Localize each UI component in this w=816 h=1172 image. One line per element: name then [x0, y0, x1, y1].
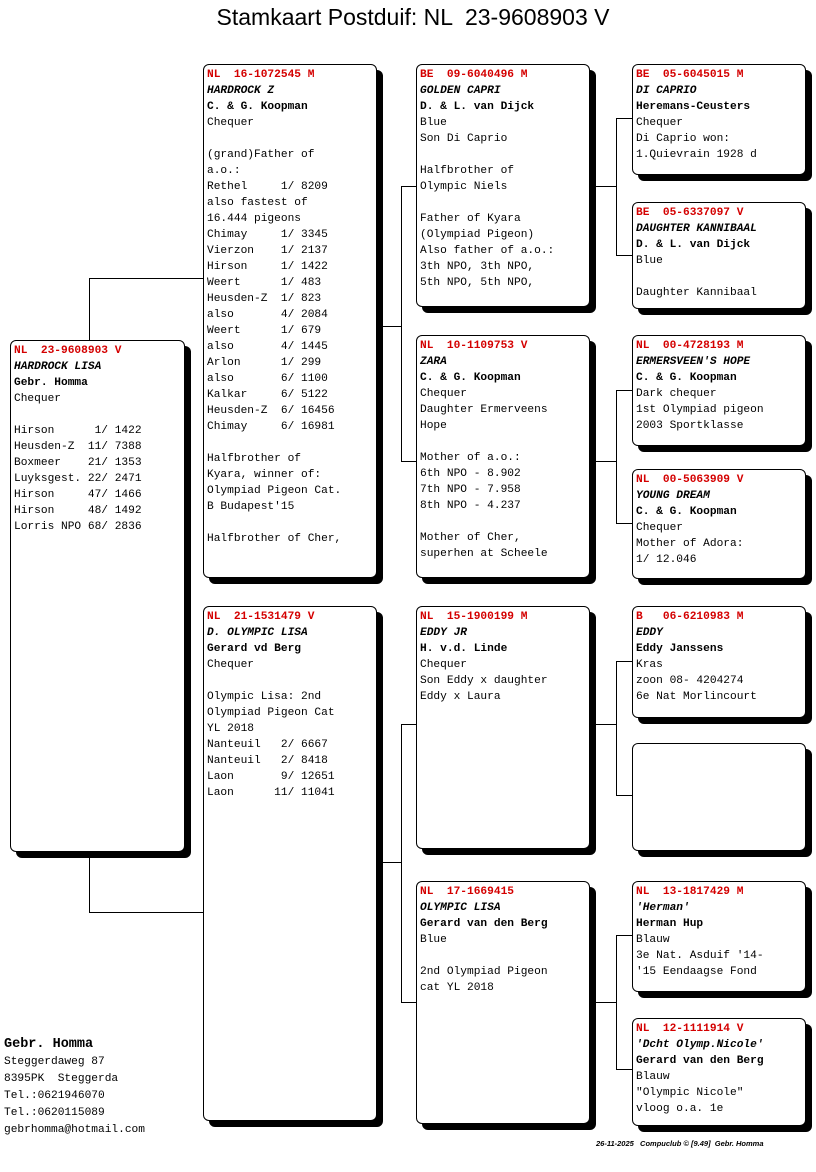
connector [616, 523, 633, 524]
connector [382, 862, 401, 863]
pigeon-color: Chequer [420, 388, 467, 400]
info-line: Hirson 1/ 1422 [207, 261, 328, 273]
info-line: Son Di Caprio [420, 133, 508, 145]
pigeon-color: Kras [636, 659, 663, 671]
info-line [420, 195, 589, 211]
connector [616, 935, 633, 936]
info-line: Heusden-Z 11/ 7388 [14, 441, 142, 453]
info-line: Olympiad Pigeon Cat. [207, 485, 342, 497]
breeder-address: Steggerdaweg 87 [4, 1056, 105, 1068]
info-line: Eddy x Laura [420, 691, 501, 703]
pigeon-card-fmm [632, 469, 806, 579]
pigeon-card-mff [632, 606, 806, 718]
info-line: Olympiad Pigeon Cat [207, 707, 335, 719]
pigeon-name: HARDROCK Z [207, 85, 275, 97]
info-line: Daughter Kannibaal [636, 287, 757, 299]
pigeon-card-fm [416, 335, 590, 578]
breeder-phone-2: Tel.:0620115089 [4, 1107, 105, 1119]
connector [89, 278, 90, 340]
info-line: vloog o.a. 1e [636, 1103, 724, 1115]
info-line: Halfbrother of [207, 453, 301, 465]
info-line: Hirson 48/ 1492 [14, 505, 142, 517]
info-line: 1/ 12.046 [636, 554, 697, 566]
owner-name: Heremans-Ceusters [636, 101, 751, 113]
info-line [14, 407, 184, 423]
owner-name: Gebr. Homma [14, 377, 88, 389]
owner-name: D. & L. van Dijck [636, 239, 751, 251]
info-line: Mother of a.o.: [420, 452, 521, 464]
info-line: Nanteuil 2/ 6667 [207, 739, 328, 751]
pigeon-name: GOLDEN CAPRI [420, 85, 501, 97]
connector [89, 912, 204, 913]
info-line: Halfbrother of Cher, [207, 533, 342, 545]
info-line: '15 Eendaagse Fond [636, 966, 757, 978]
pigeon-color: Blauw [636, 934, 670, 946]
info-line: cat YL 2018 [420, 982, 494, 994]
info-line: 5th NPO, 5th NPO, [420, 277, 535, 289]
owner-name: H. v.d. Linde [420, 643, 508, 655]
pigeon-card-fmf [632, 335, 806, 446]
connector [595, 724, 616, 725]
pigeon-color: Blauw [636, 1071, 670, 1083]
connector [595, 1002, 616, 1003]
ring-number: NL 00-5063909 V [636, 474, 744, 486]
pigeon-color: Blue [420, 117, 447, 129]
connector [595, 186, 616, 187]
ring-number: NL 23-9608903 V [14, 345, 122, 357]
connector [401, 724, 417, 725]
ring-number: B 06-6210983 M [636, 611, 744, 623]
info-line: Luyksgest. 22/ 2471 [14, 473, 142, 485]
connector [616, 661, 633, 662]
breeder-phone-1: Tel.:0621946070 [4, 1090, 105, 1102]
pigeon-name: 'Dcht Olymp.Nicole' [636, 1039, 764, 1051]
info-line: also 6/ 1100 [207, 373, 328, 385]
info-line [420, 147, 589, 163]
info-line: Laon 11/ 11041 [207, 787, 335, 799]
connector [616, 935, 617, 1069]
info-line: Hirson 47/ 1466 [14, 489, 142, 501]
pigeon-color: Chequer [636, 522, 683, 534]
info-line: 2003 Sportklasse [636, 420, 744, 432]
pigeon-name: ZARA [420, 356, 447, 368]
connector [89, 851, 90, 912]
info-line: Rethel 1/ 8209 [207, 181, 328, 193]
info-line: 7th NPO - 7.958 [420, 484, 521, 496]
info-line: Also father of a.o.: [420, 245, 555, 257]
pigeon-name: DAUGHTER KANNIBAAL [636, 223, 757, 235]
info-line: Laon 9/ 12651 [207, 771, 335, 783]
info-line [207, 131, 376, 147]
pigeon-card-mm [416, 881, 590, 1124]
info-line [207, 515, 376, 531]
connector [616, 661, 617, 795]
ring-number: NL 00-4728193 M [636, 340, 744, 352]
connector [89, 278, 204, 279]
connector [616, 390, 633, 391]
info-line: Arlon 1/ 299 [207, 357, 322, 369]
pigeon-card-mother [203, 606, 377, 1121]
pigeon-name: DI CAPRIO [636, 85, 697, 97]
info-line: also 4/ 2084 [207, 309, 328, 321]
info-line: 2nd Olympiad Pigeon [420, 966, 548, 978]
info-line: Weert 1/ 483 [207, 277, 322, 289]
owner-name: C. & G. Koopman [636, 372, 737, 384]
connector [616, 118, 633, 119]
connector [616, 118, 617, 255]
info-line: 3e Nat. Asduif '14- [636, 950, 764, 962]
info-line [420, 948, 589, 964]
info-line: 3th NPO, 3th NPO, [420, 261, 535, 273]
info-line: Halfbrother of [420, 165, 514, 177]
connector [616, 1069, 633, 1070]
owner-name: Gerard van den Berg [420, 918, 548, 930]
pigeon-card-mmf [632, 881, 806, 992]
info-line: Weert 1/ 679 [207, 325, 322, 337]
ring-number: NL 15-1900199 M [420, 611, 528, 623]
pigeon-name: HARDROCK LISA [14, 361, 102, 373]
info-line: 8th NPO - 4.237 [420, 500, 521, 512]
ring-number: NL 17-1669415 [420, 886, 514, 898]
info-line: Boxmeer 21/ 1353 [14, 457, 142, 469]
pigeon-card-fff [632, 64, 806, 175]
pigeon-color: Dark chequer [636, 388, 717, 400]
info-line [207, 673, 376, 689]
info-line: Father of Kyara [420, 213, 521, 225]
pigeon-color: Chequer [420, 659, 467, 671]
info-line: Kalkar 6/ 5122 [207, 389, 328, 401]
info-line: superhen at Scheele [420, 548, 548, 560]
pigeon-card-mmm [632, 1018, 806, 1126]
connector [401, 724, 402, 1002]
info-line: Kyara, winner of: [207, 469, 322, 481]
pigeon-color: Chequer [14, 393, 61, 405]
pigeon-name: EDDY [636, 627, 663, 639]
info-line: Olympic Lisa: 2nd [207, 691, 322, 703]
info-line: Heusden-Z 1/ 823 [207, 293, 322, 305]
connector [595, 461, 616, 462]
info-line: Mother of Adora: [636, 538, 744, 550]
info-line: Olympic Niels [420, 181, 508, 193]
print-footer: 26-11-2025 Compuclub © [9.49] Gebr. Homma [596, 1139, 764, 1148]
info-line: Chimay 6/ 16981 [207, 421, 335, 433]
pigeon-card-father [203, 64, 377, 578]
info-line [207, 435, 376, 451]
info-line [420, 434, 589, 450]
info-line: a.o.: [207, 165, 241, 177]
info-line: 1.Quievrain 1928 d [636, 149, 757, 161]
owner-name: C. & G. Koopman [207, 101, 308, 113]
ring-number: BE 05-6045015 M [636, 69, 744, 81]
info-line: 6e Nat Morlincourt [636, 691, 757, 703]
pigeon-name: OLYMPIC LISA [420, 902, 501, 914]
owner-name: Herman Hup [636, 918, 704, 930]
ring-number: NL 21-1531479 V [207, 611, 315, 623]
pigeon-card-mfm [632, 743, 806, 851]
info-line: Nanteuil 2/ 8418 [207, 755, 328, 767]
owner-name: D. & L. van Dijck [420, 101, 535, 113]
ring-number: NL 12-1111914 V [636, 1023, 744, 1035]
connector [382, 326, 401, 327]
breeder-postcode: 8395PK Steggerda [4, 1073, 119, 1085]
ring-number: BE 09-6040496 M [420, 69, 528, 81]
breeder-email[interactable]: gebrhomma@hotmail.com [4, 1124, 145, 1136]
info-line: 16.444 pigeons [207, 213, 301, 225]
ring-number: BE 05-6337097 V [636, 207, 744, 219]
info-line [420, 514, 589, 530]
page-title: Stamkaart Postduif: NL 23-9608903 V [216, 4, 610, 30]
connector [401, 1002, 417, 1003]
pigeon-card-ff [416, 64, 590, 307]
pigeon-color: Chequer [207, 659, 254, 671]
pigeon-color: Blue [636, 255, 663, 267]
info-line: Lorris NPO 68/ 2836 [14, 521, 142, 533]
connector [616, 255, 633, 256]
owner-name: C. & G. Koopman [420, 372, 521, 384]
connector [401, 186, 402, 461]
info-line: Son Eddy x daughter [420, 675, 548, 687]
info-line: 6th NPO - 8.902 [420, 468, 521, 480]
info-line: Mother of Cher, [420, 532, 521, 544]
info-line [636, 269, 805, 285]
info-line: Daughter Ermerveens [420, 404, 548, 416]
connector [401, 461, 417, 462]
info-line: (grand)Father of [207, 149, 315, 161]
info-line: Hirson 1/ 1422 [14, 425, 142, 437]
info-line: also fastest of [207, 197, 308, 209]
ring-number: NL 16-1072545 M [207, 69, 315, 81]
owner-name: C. & G. Koopman [636, 506, 737, 518]
info-line: zoon 08- 4204274 [636, 675, 744, 687]
ring-number: NL 13-1817429 M [636, 886, 744, 898]
info-line: B Budapest'15 [207, 501, 295, 513]
info-line: 1st Olympiad pigeon [636, 404, 764, 416]
connector [401, 186, 417, 187]
info-line: also 4/ 1445 [207, 341, 328, 353]
pigeon-card-mf [416, 606, 590, 849]
breeder-name: Gebr. Homma [4, 1037, 94, 1052]
pigeon-color: Blue [420, 934, 447, 946]
connector [616, 390, 617, 523]
pigeon-color: Chequer [636, 117, 683, 129]
info-line: Vierzon 1/ 2137 [207, 245, 328, 257]
pigeon-name: ERMERSVEEN'S HOPE [636, 356, 751, 368]
pigeon-name: EDDY JR [420, 627, 467, 639]
ring-number: NL 10-1109753 V [420, 340, 528, 352]
info-line: Chimay 1/ 3345 [207, 229, 328, 241]
info-line: Di Caprio won: [636, 133, 730, 145]
connector [616, 795, 633, 796]
info-line: Hope [420, 420, 447, 432]
info-line: YL 2018 [207, 723, 254, 735]
pigeon-card-ffm [632, 202, 806, 309]
info-line: (Olympiad Pigeon) [420, 229, 535, 241]
info-line: Heusden-Z 6/ 16456 [207, 405, 335, 417]
owner-name: Gerard van den Berg [636, 1055, 764, 1067]
breeder-info [4, 1036, 145, 1139]
owner-name: Gerard vd Berg [207, 643, 301, 655]
pigeon-name: D. OLYMPIC LISA [207, 627, 308, 639]
pigeon-card-subject [10, 340, 185, 852]
owner-name: Eddy Janssens [636, 643, 724, 655]
pigeon-color: Chequer [207, 117, 254, 129]
pigeon-name: YOUNG DREAM [636, 490, 710, 502]
pigeon-name: 'Herman' [636, 902, 690, 914]
info-line: "Olympic Nicole" [636, 1087, 744, 1099]
